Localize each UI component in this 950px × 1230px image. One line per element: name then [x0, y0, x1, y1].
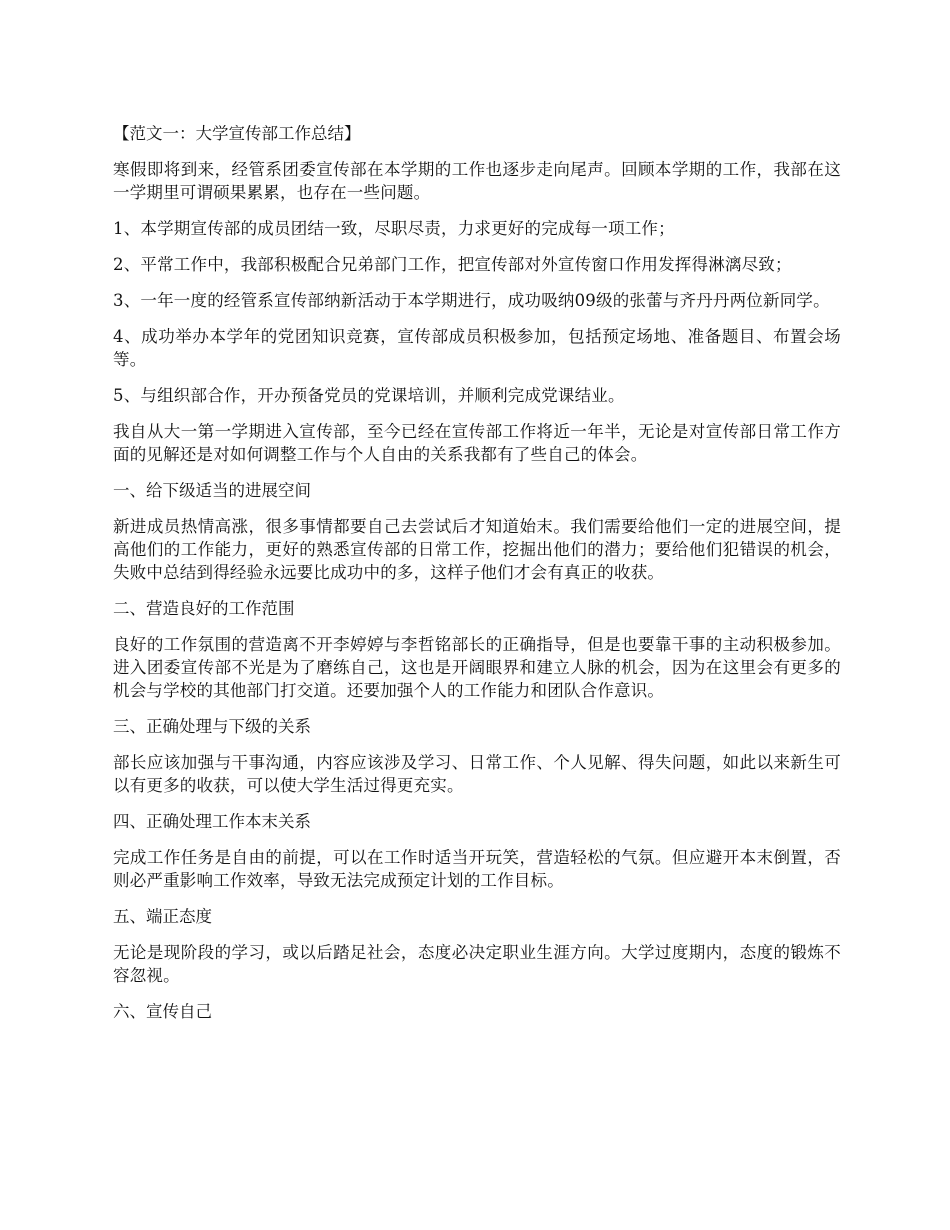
paragraph-intro: 寒假即将到来，经管系团委宣传部在本学期的工作也逐步走向尾声。回顾本学期的工作，我部在这一学期里可谓硕果累累，也存在一些问题。 [113, 160, 841, 202]
document-page [113, 122, 841, 1036]
section-heading-1: 一、给下级适当的进展空间 [113, 481, 311, 500]
section-body-3: 部长应该加强与干事沟通，内容应该涉及学习、日常工作、个人见解、得失问题，如此以来新生可以有更多的收获，可以使大学生活过得更充实。 [113, 753, 841, 795]
list-item-5: 5、与组织部合作，开办预备党员的党课培训，并顺利完成党课结业。 [113, 386, 625, 405]
document-title: 【范文一：大学宣传部工作总结】 [113, 124, 361, 143]
list-item-1: 1、本学期宣传部的成员团结一致，尽职尽责，力求更好的完成每一项工作； [113, 219, 675, 238]
section-heading-2: 二、营造良好的工作范围 [113, 599, 295, 618]
section-body-4: 完成工作任务是自由的前提，可以在工作时适当开玩笑，营造轻松的气氛。但应避开本末倒置，否则必严重影响工作效率，导致无法完成预定计划的工作目标。 [113, 848, 841, 890]
section-body-5: 无论是现阶段的学习，或以后踏足社会，态度必决定职业生涯方向。大学过度期内，态度的锻炼不容忽视。 [113, 943, 841, 985]
section-heading-6: 六、宣传自己 [113, 1002, 212, 1021]
list-item-3: 3、一年一度的经管系宣传部纳新活动于本学期进行，成功吸纳09级的张蕾与齐丹丹两位新同学。 [113, 291, 830, 310]
list-item-4: 4、成功举办本学年的党团知识竞赛，宣传部成员积极参加，包括预定场地、准备题目、布置会场等。 [113, 327, 841, 369]
section-heading-5: 五、端正态度 [113, 907, 212, 926]
paragraph-reflection: 我自从大一第一学期进入宣传部，至今已经在宣传部工作将近一年半，无论是对宣传部日常工作方面的见解还是对如何调整工作与个人自由的关系我都有了些自己的体会。 [113, 422, 841, 464]
section-body-1: 新进成员热情高涨，很多事情都要自己去尝试后才知道始末。我们需要给他们一定的进展空间，提高他们的工作能力，更好的熟悉宣传部的日常工作，挖掘出他们的潜力；要给他们犯错误的机会，失败中总结到得经验永远要比成功中的多，这样子他们才会有真正的收获。 [113, 517, 841, 582]
section-heading-3: 三、正确处理与下级的关系 [113, 717, 311, 736]
list-item-2: 2、平常工作中，我部积极配合兄弟部门工作，把宣传部对外宣传窗口作用发挥得淋漓尽致； [113, 255, 792, 274]
section-heading-4: 四、正确处理工作本末关系 [113, 812, 311, 831]
section-body-2: 良好的工作氛围的营造离不开李婷婷与李哲铭部长的正确指导，但是也要靠干事的主动积极参加。进入团委宣传部不光是为了磨练自己，这也是开阔眼界和建立人脉的机会，因为在这里会有更多的机会与学校的其他部门打交道。还要加强个人的工作能力和团队合作意识。 [113, 635, 841, 700]
